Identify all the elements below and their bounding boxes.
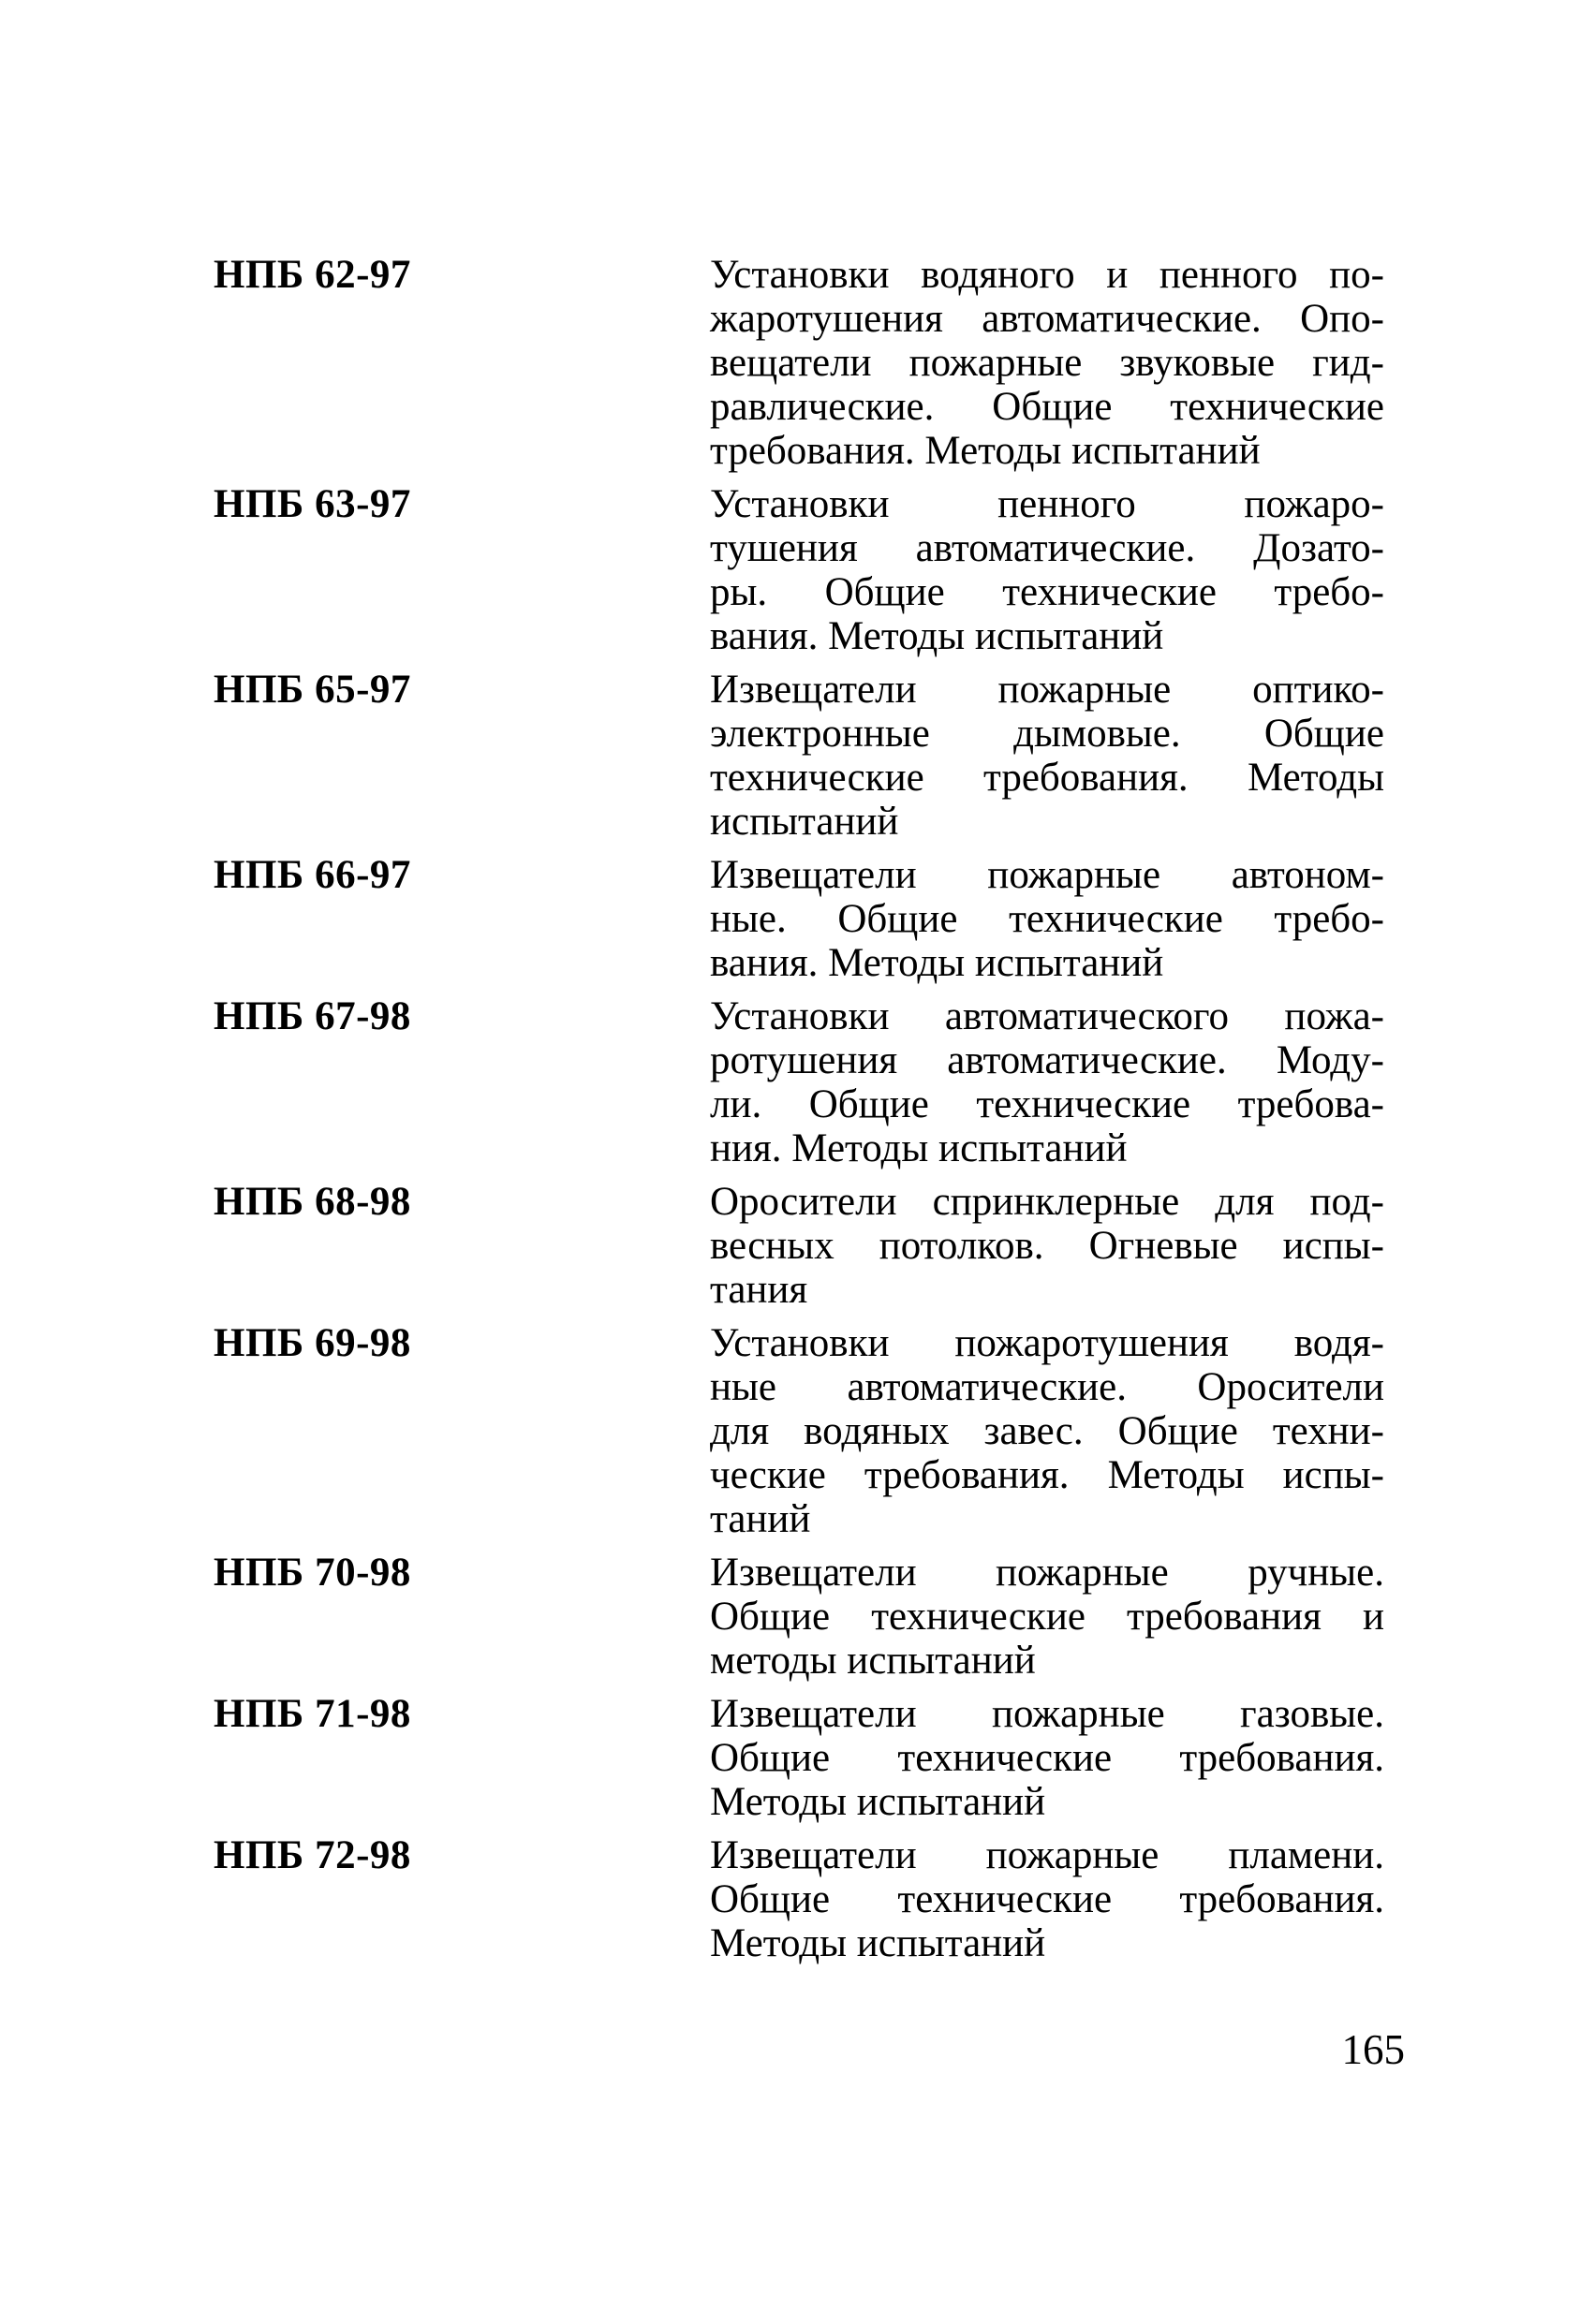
standard-description [710, 994, 1384, 1170]
description-line: ли. Общие технические требова- [710, 1082, 1384, 1126]
description-line: испытаний [710, 800, 899, 844]
standard-entry [214, 1833, 1384, 1965]
description-line: Извещатели пожарные пламени. [710, 1833, 1384, 1877]
standard-code: НПБ 70-98 [214, 1551, 411, 1595]
description-line: весных потолков. Огневые испы- [710, 1224, 1384, 1268]
description-line: ные. Общие технические требо- [710, 897, 1384, 941]
standard-code: НПБ 67-98 [214, 994, 411, 1038]
standard-code: НПБ 66-97 [214, 853, 411, 897]
description-line: таний [710, 1497, 811, 1541]
standard-entry [214, 668, 1384, 844]
standard-code: НПБ 71-98 [214, 1692, 411, 1736]
description-line: требования. Методы испытаний [710, 429, 1261, 473]
description-line: Извещатели пожарные ручные. [710, 1551, 1384, 1595]
description-line: технические требования. Методы [710, 756, 1384, 800]
description-line: Извещатели пожарные газовые. [710, 1692, 1384, 1736]
description-line: вания. Методы испытаний [710, 614, 1164, 658]
description-line: Общие технические требования. [710, 1736, 1384, 1780]
standard-description [710, 253, 1384, 473]
description-line: Извещатели пожарные автоном- [710, 853, 1384, 897]
standard-code: НПБ 68-98 [214, 1180, 411, 1224]
description-line: Установки автоматического пожа- [710, 994, 1384, 1038]
description-line: методы испытаний [710, 1639, 1036, 1683]
page-number: 165 [1341, 2026, 1405, 2073]
description-line: Методы испытаний [710, 1780, 1046, 1824]
description-line: для водяных завес. Общие техни- [710, 1409, 1384, 1453]
description-line: тания [710, 1268, 808, 1312]
description-line: ные автоматические. Оросители [710, 1365, 1384, 1409]
standard-description [710, 1692, 1384, 1824]
standard-code: НПБ 62-97 [214, 253, 411, 297]
standards-list [214, 253, 1384, 1975]
standard-code: НПБ 65-97 [214, 668, 411, 712]
standard-code: НПБ 63-97 [214, 482, 411, 526]
description-line: Общие технические требования и [710, 1595, 1384, 1639]
description-line: ния. Методы испытаний [710, 1126, 1128, 1170]
description-line: Установки водяного и пенного по- [710, 253, 1384, 297]
standard-description [710, 1321, 1384, 1541]
standard-entry [214, 482, 1384, 658]
standard-code: НПБ 72-98 [214, 1833, 411, 1877]
standard-description [710, 1833, 1384, 1965]
description-line: электронные дымовые. Общие [710, 712, 1384, 756]
description-line: ры. Общие технические требо- [710, 570, 1384, 614]
description-line: Общие технические требования. [710, 1877, 1384, 1921]
description-line: жаротушения автоматические. Опо- [710, 297, 1384, 341]
standard-entry [214, 1692, 1384, 1824]
description-line: вания. Методы испытаний [710, 941, 1164, 985]
standard-entry [214, 1321, 1384, 1541]
standard-description [710, 1180, 1384, 1312]
standard-entry [214, 1551, 1384, 1683]
description-line: Установки пожаротушения водя- [710, 1321, 1384, 1365]
standard-entry [214, 853, 1384, 985]
standard-description [710, 853, 1384, 985]
description-line: тушения автоматические. Дозато- [710, 526, 1384, 570]
standard-entry [214, 994, 1384, 1170]
standard-entry [214, 1180, 1384, 1312]
standard-entry [214, 253, 1384, 473]
description-line: вещатели пожарные звуковые гид- [710, 341, 1384, 385]
standard-description [710, 482, 1384, 658]
standard-code: НПБ 69-98 [214, 1321, 411, 1365]
description-line: ческие требования. Методы испы- [710, 1453, 1384, 1497]
description-line: Установки пенного пожаро- [710, 482, 1384, 526]
description-line: Извещатели пожарные оптико- [710, 668, 1384, 712]
description-line: ротушения автоматические. Моду- [710, 1038, 1384, 1082]
description-line: равлические. Общие технические [710, 385, 1384, 429]
description-line: Методы испытаний [710, 1921, 1046, 1965]
standard-description [710, 668, 1384, 844]
standard-description [710, 1551, 1384, 1683]
description-line: Оросители спринклерные для под- [710, 1180, 1384, 1224]
